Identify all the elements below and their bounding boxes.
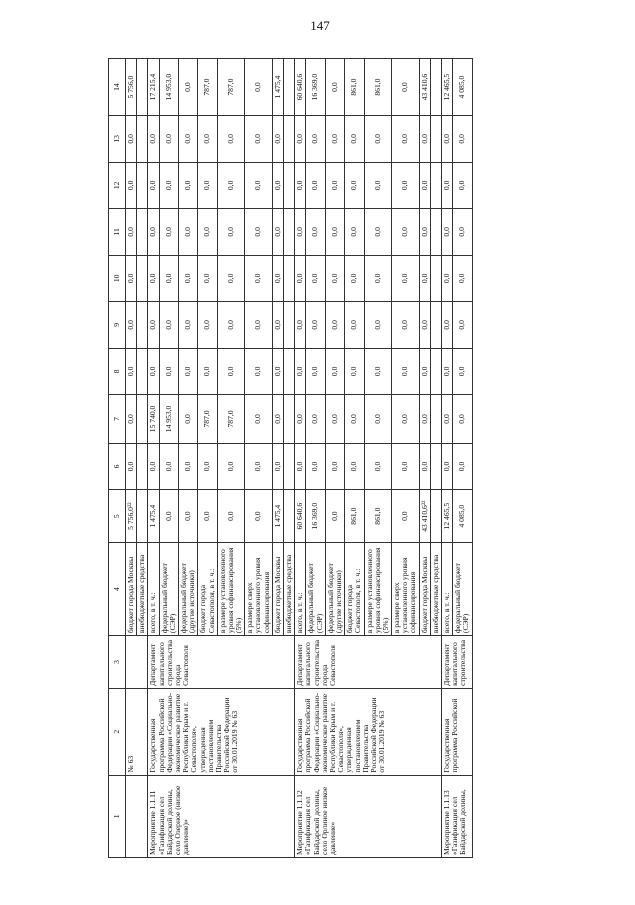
value-cell [284, 116, 295, 163]
value-cell: 0,0 [325, 302, 344, 349]
value-cell: 0,0 [159, 302, 178, 349]
funding-source-cell: федеральный бюджет (другие источники) [178, 543, 197, 636]
value-cell: 0,0 [217, 116, 245, 163]
value-cell: 0,0 [178, 348, 197, 395]
value-cell: 0,0 [442, 302, 453, 349]
value-cell: 16 369,0 [306, 59, 325, 116]
col-header: 12 [109, 162, 126, 209]
value-cell: 0,0 [419, 209, 430, 256]
page-number: 147 [310, 18, 330, 33]
value-cell: 0,0 [306, 116, 325, 163]
value-cell: 0,0 [419, 443, 430, 490]
value-cell [430, 395, 441, 444]
value-cell: 0,0 [159, 255, 178, 302]
value-cell [284, 443, 295, 490]
col-header: 5 [109, 490, 126, 543]
value-cell: 861,0 [345, 59, 364, 116]
value-cell: 12 465,5 [442, 490, 453, 543]
funding-source-cell: бюджет города Москвы [126, 543, 137, 636]
value-cell: 0,0 [217, 348, 245, 395]
value-cell: 0,0 [178, 395, 197, 444]
value-cell: 0,0 [453, 443, 472, 490]
value-cell: 0,0 [178, 490, 197, 543]
value-cell: 0,0 [245, 59, 273, 116]
measure-name-cell: Мероприятие 1.1.12 «Газификация сел Байдарской долины, село Орлиное низкое давление» [295, 775, 442, 857]
value-cell: 0,0 [159, 116, 178, 163]
value-cell: 0,0 [126, 302, 137, 349]
value-cell: 0,0 [245, 302, 273, 349]
value-cell: 0,0 [295, 209, 306, 256]
value-cell: 0,0 [126, 395, 137, 444]
value-cell: 12 465,5 [442, 59, 453, 116]
value-cell: 0,0 [345, 162, 364, 209]
measure-name-cell [126, 775, 148, 857]
value-cell: 0,0 [364, 443, 392, 490]
value-cell: 0,0 [442, 443, 453, 490]
col-header: 7 [109, 395, 126, 444]
value-cell: 0,0 [364, 162, 392, 209]
value-cell: 0,0 [217, 302, 245, 349]
funding-source-cell: бюджет города Севастополя, в т. ч.: [198, 543, 217, 636]
value-cell: 0,0 [295, 348, 306, 395]
value-cell: 43 410,6²² [419, 490, 430, 543]
value-cell: 0,0 [272, 162, 283, 209]
value-cell [284, 162, 295, 209]
value-cell: 0,0 [272, 255, 283, 302]
value-cell: 0,0 [325, 116, 344, 163]
value-cell: 0,0 [126, 209, 137, 256]
value-cell [284, 490, 295, 543]
value-cell: 5 756,0 [126, 59, 137, 116]
header-row [109, 59, 126, 858]
value-cell: 861,0 [345, 490, 364, 543]
value-cell: 0,0 [306, 302, 325, 349]
value-cell: 0,0 [392, 302, 420, 349]
value-cell: 0,0 [325, 255, 344, 302]
funding-source-cell: федеральный бюджет (СЭР) [306, 543, 325, 636]
col-header: 2 [109, 688, 126, 775]
value-cell: 0,0 [306, 443, 325, 490]
value-cell: 0,0 [198, 490, 217, 543]
funding-source-cell: всего, в т. ч.: [148, 543, 159, 636]
value-cell: 0,0 [159, 209, 178, 256]
value-cell: 0,0 [345, 209, 364, 256]
value-cell: 0,0 [245, 255, 273, 302]
table-row [126, 59, 137, 858]
funding-source-cell: федеральный бюджет (другие источники) [325, 543, 344, 636]
value-cell: 0,0 [217, 162, 245, 209]
value-cell [430, 209, 441, 256]
value-cell: 0,0 [325, 348, 344, 395]
value-cell: 0,0 [159, 490, 178, 543]
value-cell: 0,0 [217, 490, 245, 543]
value-cell: 0,0 [245, 395, 273, 444]
value-cell: 0,0 [442, 116, 453, 163]
value-cell [137, 116, 148, 163]
value-cell [137, 348, 148, 395]
value-cell: 0,0 [392, 162, 420, 209]
value-cell: 0,0 [126, 116, 137, 163]
value-cell: 0,0 [392, 348, 420, 395]
funding-source-cell: внебюджетные средства [284, 543, 295, 636]
value-cell [430, 59, 441, 116]
value-cell [430, 348, 441, 395]
value-cell: 0,0 [419, 348, 430, 395]
value-cell: 0,0 [364, 209, 392, 256]
value-cell [284, 209, 295, 256]
value-cell: 0,0 [245, 209, 273, 256]
funding-source-cell: всего, в т. ч.: [442, 543, 453, 636]
value-cell: 0,0 [126, 162, 137, 209]
value-cell: 0,0 [453, 348, 472, 395]
value-cell [137, 255, 148, 302]
col-header: 3 [109, 636, 126, 689]
value-cell: 0,0 [159, 443, 178, 490]
value-cell: 0,0 [453, 395, 472, 444]
value-cell: 0,0 [272, 395, 283, 444]
value-cell: 0,0 [245, 162, 273, 209]
col-header: 14 [109, 59, 126, 116]
col-header: 1 [109, 775, 126, 857]
value-cell: 0,0 [364, 395, 392, 444]
value-cell [430, 255, 441, 302]
value-cell: 0,0 [392, 443, 420, 490]
value-cell: 0,0 [126, 443, 137, 490]
value-cell: 15 740,0 [148, 395, 159, 444]
value-cell: 0,0 [345, 443, 364, 490]
value-cell: 0,0 [295, 302, 306, 349]
value-cell: 0,0 [325, 395, 344, 444]
value-cell: 787,0 [198, 59, 217, 116]
program-cell: Государственная программа Российской Федерации «Социально-экономическое развитие Республики Крым и г. Севастополя», утвержденная постановлением Правительства Российской Федерации от 30.01.2019 № 63 [148, 688, 295, 775]
value-cell: 0,0 [345, 395, 364, 444]
value-cell [137, 59, 148, 116]
funding-source-cell: федеральный бюджет (СЭР) [453, 543, 472, 636]
value-cell: 0,0 [392, 255, 420, 302]
value-cell: 0,0 [442, 162, 453, 209]
value-cell: 0,0 [453, 302, 472, 349]
value-cell: 0,0 [295, 162, 306, 209]
value-cell: 0,0 [295, 443, 306, 490]
value-cell: 0,0 [178, 116, 197, 163]
col-header: 8 [109, 348, 126, 395]
value-cell: 60 640,6 [295, 59, 306, 116]
value-cell: 0,0 [442, 255, 453, 302]
table-row [295, 59, 306, 858]
value-cell: 0,0 [159, 348, 178, 395]
value-cell: 0,0 [306, 395, 325, 444]
value-cell: 0,0 [306, 255, 325, 302]
value-cell: 0,0 [453, 255, 472, 302]
value-cell: 0,0 [345, 255, 364, 302]
value-cell: 787,0 [217, 395, 245, 444]
value-cell: 17 215,4 [148, 59, 159, 116]
funding-source-cell: бюджет города Севастополя, в т. ч.: [345, 543, 364, 636]
value-cell [284, 255, 295, 302]
measure-name-cell: Мероприятие 1.1.11 «Газификация сел Байдарской долины, село Озерное (низкое давление)» [148, 775, 295, 857]
value-cell [284, 59, 295, 116]
value-cell: 0,0 [325, 209, 344, 256]
value-cell [430, 443, 441, 490]
value-cell: 5 756,0²² [126, 490, 137, 543]
value-cell: 0,0 [272, 302, 283, 349]
funding-source-cell: бюджет города Москвы [272, 543, 283, 636]
value-cell: 0,0 [295, 116, 306, 163]
value-cell: 0,0 [453, 116, 472, 163]
value-cell: 0,0 [178, 302, 197, 349]
value-cell: 0,0 [345, 116, 364, 163]
table-body [126, 59, 473, 858]
value-cell: 0,0 [148, 348, 159, 395]
value-cell: 0,0 [198, 255, 217, 302]
value-cell: 0,0 [295, 395, 306, 444]
value-cell [137, 162, 148, 209]
value-cell: 0,0 [178, 443, 197, 490]
value-cell: 0,0 [178, 255, 197, 302]
value-cell: 0,0 [325, 443, 344, 490]
value-cell: 0,0 [442, 209, 453, 256]
value-cell: 0,0 [148, 443, 159, 490]
value-cell: 0,0 [306, 348, 325, 395]
value-cell: 0,0 [453, 162, 472, 209]
value-cell [284, 302, 295, 349]
value-cell: 0,0 [245, 490, 273, 543]
value-cell: 0,0 [453, 209, 472, 256]
table-row [148, 59, 159, 858]
value-cell: 0,0 [245, 116, 273, 163]
value-cell: 0,0 [345, 302, 364, 349]
executor-cell: Департамент капитального строительства [442, 636, 473, 689]
value-cell: 0,0 [198, 348, 217, 395]
value-cell: 0,0 [295, 255, 306, 302]
value-cell: 0,0 [245, 348, 273, 395]
value-cell: 0,0 [325, 162, 344, 209]
value-cell: 1 475,4 [148, 490, 159, 543]
measure-name-cell: Мероприятие 1.1.13 «Газификация сел Байдарской долины, [442, 775, 473, 857]
value-cell: 0,0 [217, 443, 245, 490]
value-cell: 0,0 [198, 209, 217, 256]
value-cell: 787,0 [217, 59, 245, 116]
value-cell: 0,0 [442, 395, 453, 444]
funding-source-cell: внебюджетные средства [137, 543, 148, 636]
col-header: 4 [109, 543, 126, 636]
value-cell: 0,0 [198, 302, 217, 349]
value-cell: 0,0 [198, 162, 217, 209]
value-cell: 0,0 [392, 116, 420, 163]
value-cell: 0,0 [126, 255, 137, 302]
funding-source-cell: бюджет города Москвы [419, 543, 430, 636]
value-cell [430, 162, 441, 209]
value-cell [430, 490, 441, 543]
col-header: 9 [109, 302, 126, 349]
value-cell [137, 395, 148, 444]
funding-source-cell: в размере сверх установленного уровня софинансирования [392, 543, 420, 636]
value-cell: 14 953,0 [159, 59, 178, 116]
value-cell: 0,0 [392, 59, 420, 116]
value-cell: 0,0 [392, 395, 420, 444]
value-cell: 0,0 [364, 116, 392, 163]
value-cell: 0,0 [178, 209, 197, 256]
value-cell: 60 640,6 [295, 490, 306, 543]
value-cell [430, 116, 441, 163]
value-cell: 0,0 [272, 209, 283, 256]
value-cell: 4 085,0 [453, 490, 472, 543]
value-cell: 0,0 [419, 302, 430, 349]
rotated-table-wrapper [108, 58, 613, 858]
funding-source-cell: в размере сверх установленного уровня софинансирования [245, 543, 273, 636]
executor-cell [126, 636, 148, 689]
funding-source-cell: в размере установленного уровня софинансирования (5%) [217, 543, 245, 636]
value-cell: 0,0 [306, 209, 325, 256]
value-cell: 1 475,4 [272, 490, 283, 543]
value-cell: 0,0 [392, 490, 420, 543]
value-cell: 16 369,0 [306, 490, 325, 543]
value-cell: 0,0 [178, 162, 197, 209]
value-cell: 0,0 [198, 116, 217, 163]
value-cell [284, 348, 295, 395]
value-cell [137, 490, 148, 543]
value-cell: 0,0 [245, 443, 273, 490]
value-cell: 0,0 [364, 302, 392, 349]
col-header: 11 [109, 209, 126, 256]
value-cell: 0,0 [272, 116, 283, 163]
value-cell: 0,0 [364, 348, 392, 395]
value-cell: 0,0 [217, 209, 245, 256]
value-cell: 0,0 [325, 490, 344, 543]
value-cell: 0,0 [148, 209, 159, 256]
value-cell: 0,0 [178, 59, 197, 116]
value-cell [284, 395, 295, 444]
value-cell: 861,0 [364, 490, 392, 543]
value-cell [430, 302, 441, 349]
value-cell: 4 085,0 [453, 59, 472, 116]
value-cell: 14 953,0 [159, 395, 178, 444]
value-cell: 43 410,6 [419, 59, 430, 116]
value-cell: 787,0 [198, 395, 217, 444]
col-header: 10 [109, 255, 126, 302]
value-cell [137, 443, 148, 490]
value-cell: 0,0 [217, 255, 245, 302]
col-header: 6 [109, 443, 126, 490]
value-cell: 0,0 [419, 162, 430, 209]
value-cell: 0,0 [148, 255, 159, 302]
funding-source-cell: внебюджетные средства [430, 543, 441, 636]
budget-table [108, 58, 473, 858]
value-cell: 0,0 [272, 443, 283, 490]
executor-cell: Департамент капитального строительства города Севастополя [295, 636, 442, 689]
value-cell [137, 209, 148, 256]
value-cell: 0,0 [345, 348, 364, 395]
col-header: 13 [109, 116, 126, 163]
value-cell [137, 302, 148, 349]
value-cell: 0,0 [419, 255, 430, 302]
value-cell: 0,0 [419, 116, 430, 163]
value-cell: 0,0 [148, 162, 159, 209]
value-cell: 0,0 [126, 348, 137, 395]
program-cell: Государственная программа Российской Федерации «Социально-экономическое развитие Республики Крым и г. Севастополя», утвержденная постановлением Правительства Российской Федерации от 30.01.2019 № 63 [295, 688, 442, 775]
value-cell: 0,0 [159, 162, 178, 209]
value-cell: 0,0 [325, 59, 344, 116]
value-cell: 0,0 [148, 116, 159, 163]
program-cell: Государственная программа Российской [442, 688, 473, 775]
executor-cell: Департамент капитального строительства города Севастополя [148, 636, 295, 689]
funding-source-cell: в размере установленного уровня софинансирования (5%) [364, 543, 392, 636]
funding-source-cell: всего, в т. ч.: [295, 543, 306, 636]
value-cell: 0,0 [364, 255, 392, 302]
value-cell: 0,0 [392, 209, 420, 256]
table-row [442, 59, 453, 858]
value-cell: 861,0 [364, 59, 392, 116]
funding-source-cell: федеральный бюджет (СЭР) [159, 543, 178, 636]
value-cell: 0,0 [419, 395, 430, 444]
value-cell: 0,0 [148, 302, 159, 349]
value-cell: 0,0 [198, 443, 217, 490]
value-cell: 0,0 [272, 348, 283, 395]
value-cell: 0,0 [306, 162, 325, 209]
value-cell: 0,0 [442, 348, 453, 395]
value-cell: 1 475,4 [272, 59, 283, 116]
program-cell: № 63 [126, 688, 148, 775]
